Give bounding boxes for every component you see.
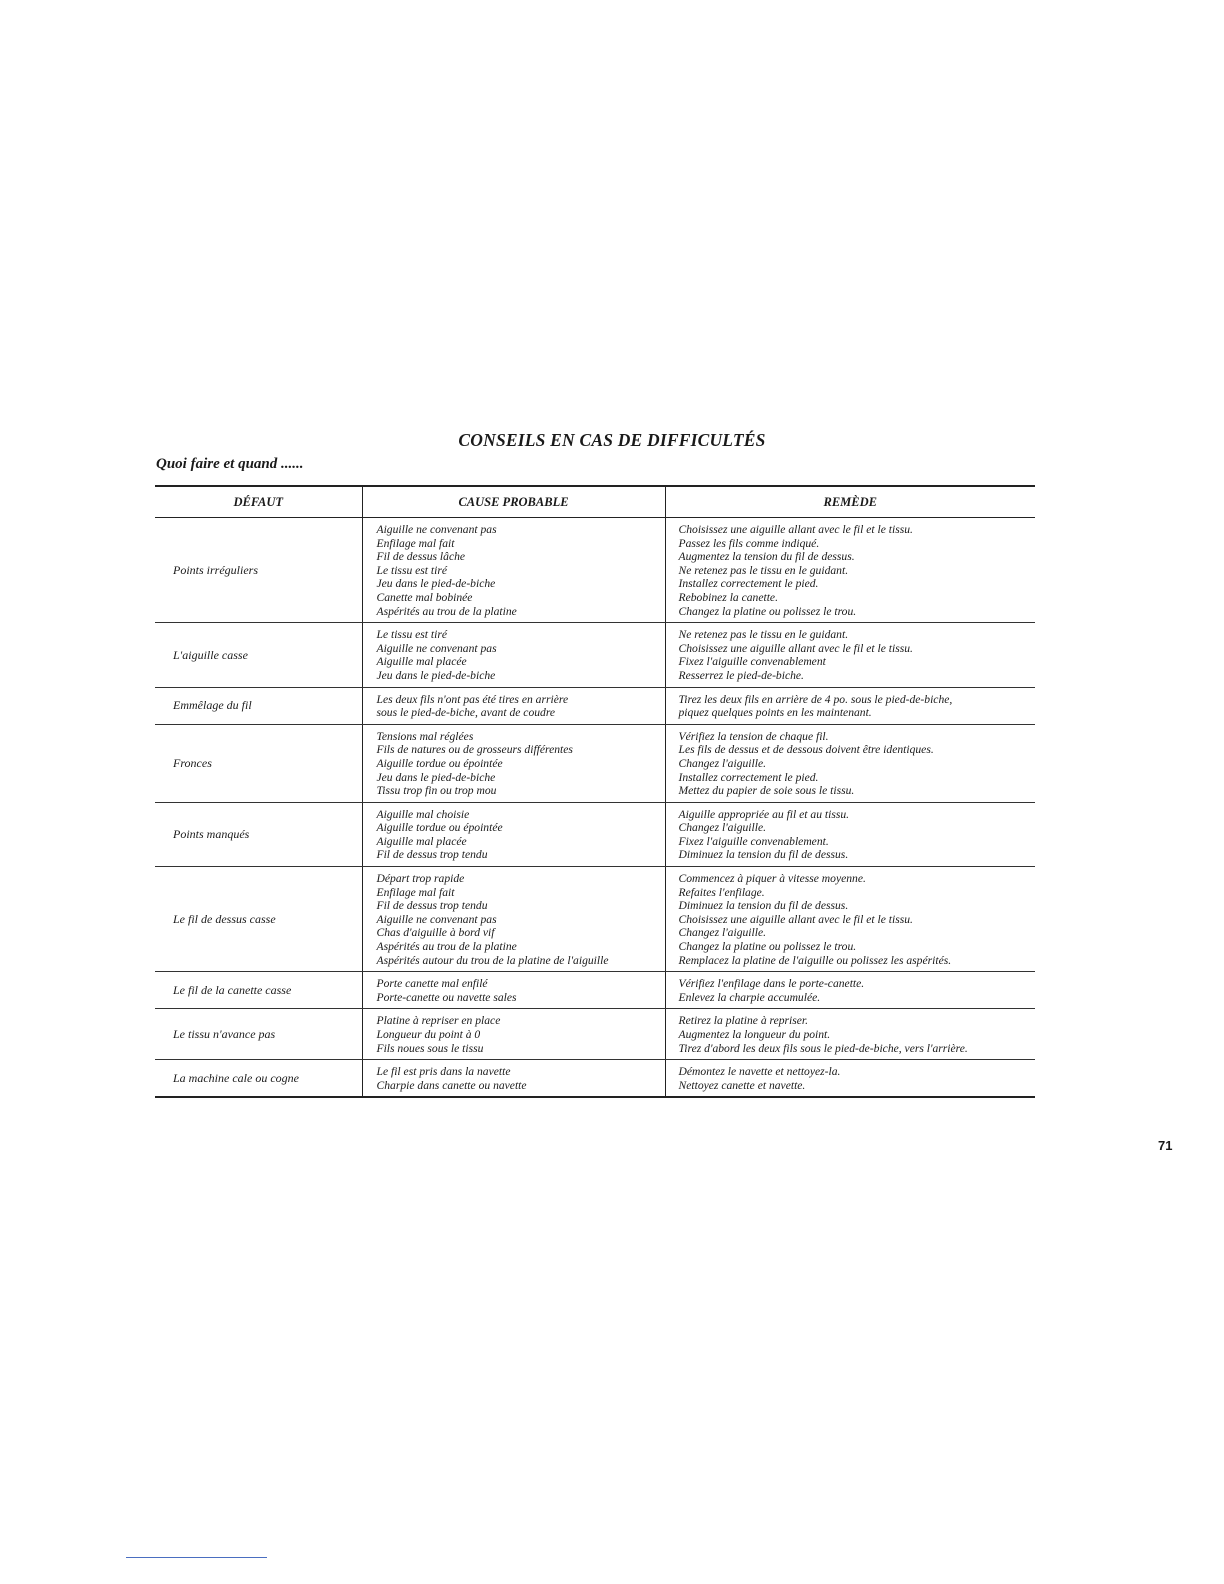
cause-line: Le fil est pris dans la navette xyxy=(376,1065,511,1079)
remedy-line: Changez la platine ou polissez le trou. xyxy=(678,604,857,618)
defect-cell: Points manqués xyxy=(155,802,362,866)
remedy-line: Diminuez la tension du fil de dessus. xyxy=(678,848,849,862)
cause-line: Fil de dessus trop tendu xyxy=(376,848,488,862)
remedy-line: Augmentez la tension du fil de dessus. xyxy=(678,550,855,564)
remedy-line: Commencez à piquer à vitesse moyenne. xyxy=(678,872,866,886)
cause-line: Les deux fils n'ont pas été tires en arrière xyxy=(376,692,569,706)
header-defaut: DÉFAUT xyxy=(155,486,362,518)
remedy-cell xyxy=(665,623,1035,687)
cause-line: Aiguille tordue ou épointée xyxy=(376,821,503,835)
remedy-line: Fixez l'aiguille convenablement. xyxy=(678,834,829,848)
remedy-line: Installez correctement le pied. xyxy=(678,577,819,591)
defect-cell: Le tissu n'avance pas xyxy=(155,1009,362,1060)
cause-line: Platine à repriser en place xyxy=(376,1014,501,1028)
cause-cell xyxy=(362,1009,665,1060)
remedy-line: Enlevez la charpie accumulée. xyxy=(678,990,821,1004)
cause-line: Aspérités autour du trou de la platine de l'aiguille xyxy=(376,953,609,967)
table-row xyxy=(155,867,1035,972)
remedy-cell xyxy=(665,518,1035,623)
remedy-line: Changez l'aiguille. xyxy=(678,926,766,940)
remedy-line: Changez l'aiguille. xyxy=(678,821,766,835)
cause-line: Tissu trop fin ou trop mou xyxy=(376,784,497,798)
defect-cell: La machine cale ou cogne xyxy=(155,1060,362,1098)
remedy-line: Vérifiez l'enfilage dans le porte-canette. xyxy=(678,977,865,991)
cause-line: Porte canette mal enfilé xyxy=(376,977,488,991)
defect-cell: Le fil de la canette casse xyxy=(155,972,362,1009)
remedy-line: Retirez la platine à repriser. xyxy=(678,1014,809,1028)
cause-line: Enfilage mal fait xyxy=(376,536,455,550)
cause-line: Aiguille tordue ou épointée xyxy=(376,756,503,770)
remedy-line: Augmentez la longueur du point. xyxy=(678,1028,831,1041)
cause-line: Le tissu est tiré xyxy=(376,628,448,642)
remedy-cell xyxy=(665,687,1035,724)
troubleshooting-table xyxy=(155,485,1035,1098)
cause-cell xyxy=(362,623,665,687)
defect-cell: Emmêlage du fil xyxy=(155,687,362,724)
header-cause: CAUSE PROBABLE xyxy=(362,486,665,518)
cause-line: Longueur du point à 0 xyxy=(376,1028,481,1041)
cause-line: Aiguille ne convenant pas xyxy=(376,641,497,655)
cause-line: Le tissu est tiré xyxy=(376,563,448,577)
footer-rule xyxy=(126,1557,267,1558)
table-row xyxy=(155,1009,1035,1060)
remedy-line: Tirez d'abord les deux fils sous le pied-de-biche, vers l'arrière. xyxy=(678,1041,968,1055)
remedy-line: Changez la platine ou polissez le trou. xyxy=(678,940,857,954)
remedy-line: Les fils de dessus et de dessous doivent être identiques. xyxy=(678,743,934,757)
remedy-line: Choisissez une aiguille allant avec le fil et le tissu. xyxy=(678,912,913,926)
table-row xyxy=(155,802,1035,866)
cause-line: Fils de natures ou de grosseurs différentes xyxy=(376,743,573,757)
remedy-cell xyxy=(665,1060,1035,1098)
cause-line: Aiguille mal placée xyxy=(376,655,467,669)
remedy-cell xyxy=(665,724,1035,802)
page-number: 71 xyxy=(1158,1138,1173,1153)
remedy-line: Rebobinez la canette. xyxy=(678,590,778,604)
cause-line: Jeu dans le pied-de-biche xyxy=(376,668,496,682)
remedy-line: Démontez le navette et nettoyez-la. xyxy=(678,1065,841,1079)
remedy-line: Refaites l'enfilage. xyxy=(678,885,765,899)
cause-line: Aiguille mal choisie xyxy=(376,807,470,821)
cause-cell xyxy=(362,802,665,866)
remedy-line: Ne retenez pas le tissu en le guidant. xyxy=(678,628,849,642)
defect-cell: Le fil de dessus casse xyxy=(155,867,362,972)
table-row xyxy=(155,1060,1035,1098)
cause-line: Canette mal bobinée xyxy=(376,590,473,604)
remedy-cell xyxy=(665,1009,1035,1060)
remedy-line: Tirez les deux fils en arrière de 4 po. sous le pied-de-biche, xyxy=(678,692,953,706)
remedy-line: Passez les fils comme indiqué. xyxy=(678,536,820,550)
remedy-cell xyxy=(665,972,1035,1009)
defect-cell: L'aiguille casse xyxy=(155,623,362,687)
cause-line: Tensions mal réglées xyxy=(376,729,474,743)
cause-line: Fil de dessus lâche xyxy=(376,550,466,564)
remedy-line: Fixez l'aiguille convenablement xyxy=(678,655,826,669)
table-header-row xyxy=(155,486,1035,518)
remedy-cell xyxy=(665,802,1035,866)
page-title: CONSEILS EN CAS DE DIFFICULTÉS xyxy=(458,430,766,450)
cause-cell xyxy=(362,687,665,724)
cause-line: Aspérités au trou de la platine xyxy=(376,940,517,954)
page-subtitle: Quoi faire et quand ...... xyxy=(156,456,304,472)
cause-line: Aspérités au trou de la platine xyxy=(376,604,517,618)
remedy-line: Diminuez la tension du fil de dessus. xyxy=(678,899,849,913)
cause-cell xyxy=(362,972,665,1009)
defect-cell: Fronces xyxy=(155,724,362,802)
remedy-line: piquez quelques points en les maintenant. xyxy=(678,706,872,720)
cause-line: sous le pied-de-biche, avant de coudre xyxy=(376,706,556,720)
cause-line: Porte-canette ou navette sales xyxy=(376,990,517,1004)
cause-cell xyxy=(362,518,665,623)
cause-line: Jeu dans le pied-de-biche xyxy=(376,577,496,591)
cause-cell xyxy=(362,867,665,972)
table-row xyxy=(155,623,1035,687)
remedy-line: Mettez du papier de soie sous le tissu. xyxy=(678,784,855,798)
table-row xyxy=(155,518,1035,623)
remedy-line: Changez l'aiguille. xyxy=(678,756,766,770)
defect-cell: Points irréguliers xyxy=(155,518,362,623)
remedy-line: Nettoyez canette et navette. xyxy=(678,1078,806,1092)
remedy-cell xyxy=(665,867,1035,972)
table-row xyxy=(155,972,1035,1009)
remedy-line: Choisissez une aiguille allant avec le fil et le tissu. xyxy=(678,641,913,655)
table-row xyxy=(155,724,1035,802)
cause-line: Chas d'aiguille à bord vif xyxy=(376,926,495,940)
remedy-line: Installez correctement le pied. xyxy=(678,770,819,784)
cause-cell xyxy=(362,1060,665,1098)
cause-line: Aiguille ne convenant pas xyxy=(376,523,497,536)
cause-line: Jeu dans le pied-de-biche xyxy=(376,770,496,784)
cause-line: Enfilage mal fait xyxy=(376,885,455,899)
remedy-line: Vérifiez la tension de chaque fil. xyxy=(678,729,829,743)
cause-line: Charpie dans canette ou navette xyxy=(376,1078,527,1092)
header-remede: REMÈDE xyxy=(665,486,1035,518)
cause-line: Aiguille ne convenant pas xyxy=(376,912,497,926)
cause-cell xyxy=(362,724,665,802)
cause-line: Fils noues sous le tissu xyxy=(376,1041,484,1055)
cause-line: Aiguille mal placée xyxy=(376,834,467,848)
remedy-line: Resserrez le pied-de-biche. xyxy=(678,668,804,682)
remedy-line: Ne retenez pas le tissu en le guidant. xyxy=(678,563,849,577)
cause-line: Fil de dessus trop tendu xyxy=(376,899,488,913)
remedy-line: Remplacez la platine de l'aiguille ou polissez les aspérités. xyxy=(678,953,952,967)
remedy-line: Choisissez une aiguille allant avec le fil et le tissu. xyxy=(678,523,913,536)
remedy-line: Aiguille appropriée au fil et au tissu. xyxy=(678,807,850,821)
cause-line: Départ trop rapide xyxy=(376,872,465,886)
table-row xyxy=(155,687,1035,724)
troubleshooting-table-container xyxy=(155,485,1035,1098)
